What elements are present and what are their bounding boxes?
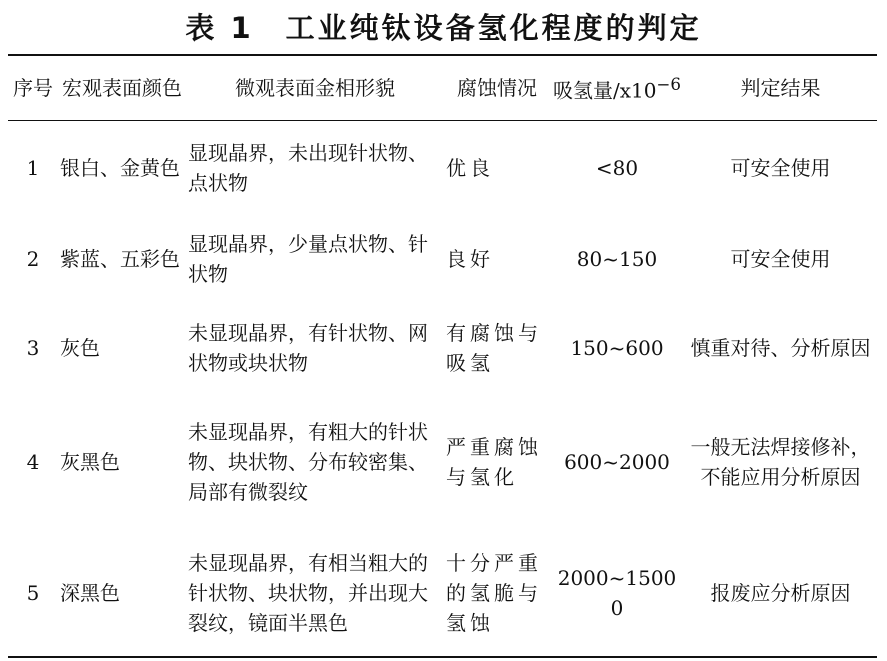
cell-result: 可安全使用: [730, 156, 831, 181]
cell-index: 1: [26, 156, 40, 181]
cell-hydrogen: 150~600: [570, 335, 664, 360]
cell-macro-color: 灰黑色: [60, 450, 120, 474]
cell-micro-morphology: 未显现晶界，有针状物、网状物或块状物: [188, 320, 428, 375]
cell-result: 一般无法焊接修补，不能应用分析原因: [690, 435, 871, 489]
cell-micro-morphology: 显现晶界，未出现针状物、点状物: [188, 141, 428, 196]
cell-result: 慎重对待、分析原因: [690, 335, 871, 360]
cell-micro-morphology: 未显现晶界，有粗大的针状物、块状物、分布较密集、局部有微裂纹: [188, 420, 428, 504]
cell-index: 2: [26, 246, 40, 271]
cell-result: 报废应分析原因: [710, 581, 851, 605]
header-corrosion: 腐蚀情况: [457, 76, 537, 100]
cell-hydrogen: 600~2000: [564, 450, 670, 474]
header-hydrogen-exponent: −6: [656, 75, 682, 95]
table-row: [8, 216, 877, 302]
header-hydrogen-label: 吸氢量/x10: [552, 78, 657, 103]
cell-index: 4: [26, 450, 40, 474]
cell-micro-morphology: 显现晶界，少量点状物、针状物: [188, 231, 428, 286]
header-index: 序号: [13, 76, 53, 100]
header-row: [8, 55, 877, 121]
cell-corrosion: 严重腐蚀与氢化: [446, 435, 542, 489]
cell-corrosion: 有腐蚀与吸氢: [446, 320, 542, 375]
hydrogenation-table: [8, 54, 877, 658]
cell-micro-morphology: 未显现晶界，有相当粗大的针状物、块状物，并出现大裂纹，镜面半黑色: [188, 551, 428, 635]
cell-hydrogen: 80~150: [576, 246, 658, 271]
cell-corrosion: 十分严重的氢脆与氢蚀: [446, 551, 542, 635]
cell-hydrogen: 2000~15000: [557, 566, 677, 620]
table-row: [8, 531, 877, 657]
table-row: [8, 394, 877, 531]
table-title: 表 1 工业纯钛设备氢化程度的判定: [185, 11, 702, 45]
cell-index: 3: [26, 335, 40, 360]
header-micro-morphology: 微观表面金相形貌: [235, 76, 395, 100]
cell-macro-color: 灰色: [60, 335, 100, 360]
cell-corrosion: 良好: [446, 246, 494, 271]
cell-hydrogen: <80: [595, 156, 639, 181]
header-macro-color: 宏观表面颜色: [62, 76, 182, 100]
cell-macro-color: 银白、金黄色: [60, 156, 180, 181]
cell-corrosion: 优良: [446, 156, 494, 181]
cell-macro-color: 深黑色: [60, 581, 120, 605]
cell-index: 5: [26, 581, 40, 605]
header-hydrogen: [550, 55, 684, 121]
cell-macro-color: 紫蓝、五彩色: [60, 246, 180, 271]
table-row: [8, 121, 877, 216]
table-row: [8, 302, 877, 394]
cell-result: 可安全使用: [730, 246, 831, 271]
header-result: 判定结果: [740, 76, 821, 100]
